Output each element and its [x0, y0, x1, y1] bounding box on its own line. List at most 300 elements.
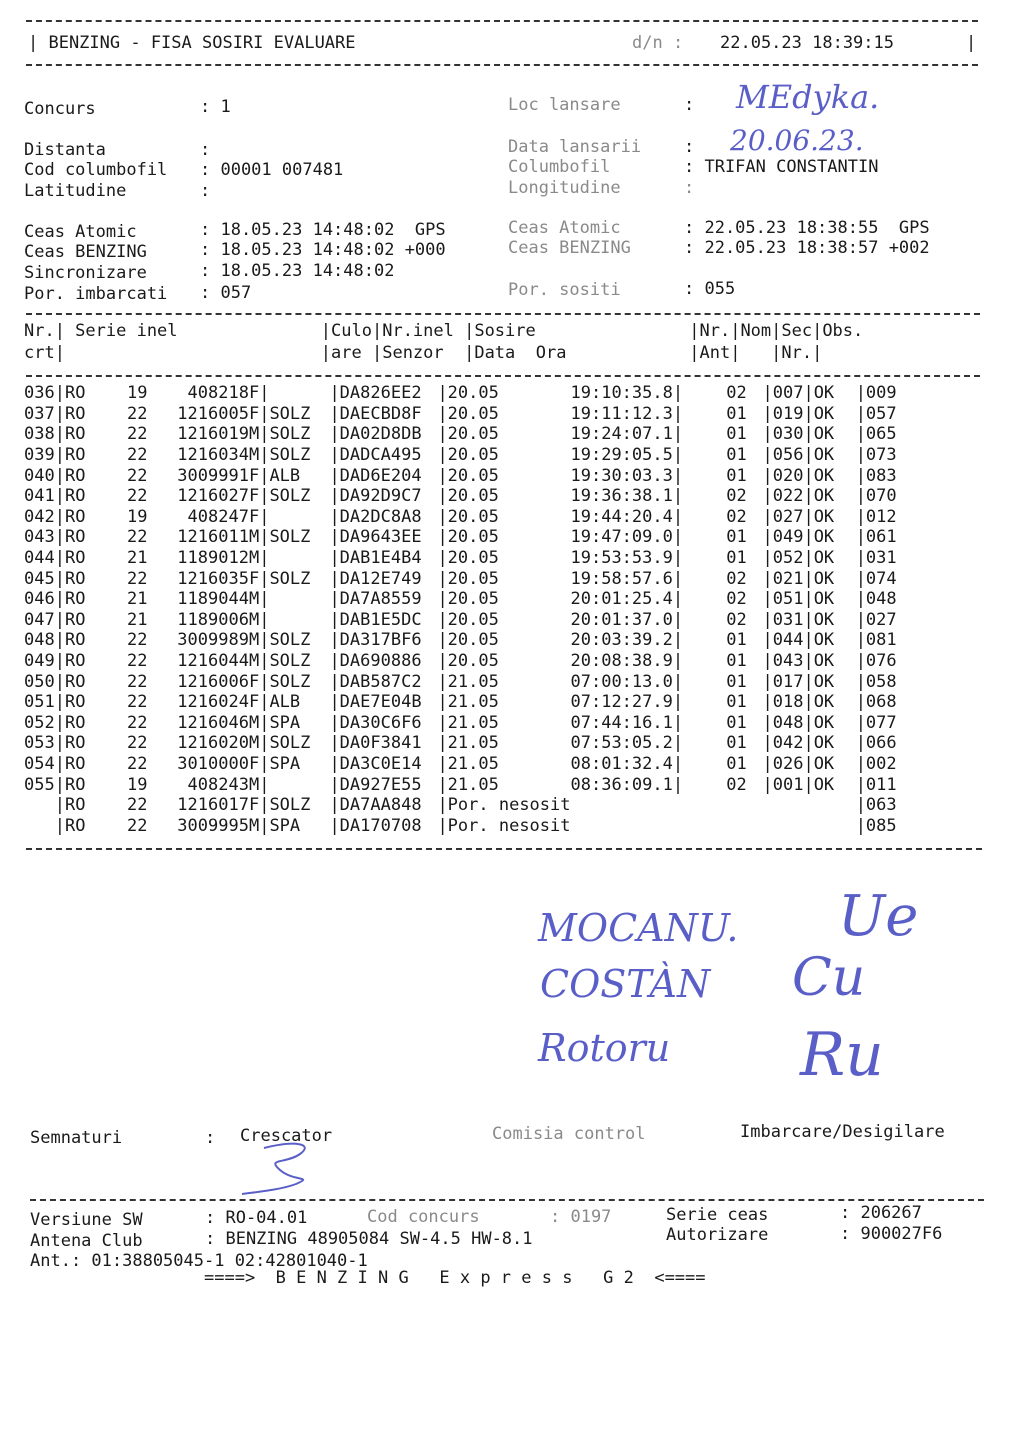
cell-security-status	[814, 795, 856, 816]
cell-row-number: 037|	[24, 403, 65, 424]
cell-ring-number: 1189006	[177, 609, 249, 630]
ceas-benzing-value: : 18.05.23 14:48:02 +000	[200, 240, 446, 260]
porumbei-sositi-value: : 055	[684, 279, 736, 299]
cell-color: SOLZ	[269, 424, 311, 445]
cell-sex: F|	[248, 753, 270, 774]
cell-sex: M|	[248, 445, 270, 466]
cell-sensor-id: |DA826EE2	[329, 383, 422, 404]
signature-3: Ru	[800, 1020, 884, 1090]
cell-color: SOLZ	[269, 403, 311, 424]
cell-sex: M|	[248, 651, 270, 672]
cell-country-code: RO	[64, 589, 86, 610]
sosiri-table	[24, 383, 916, 836]
cod-columbofil-label: Cod columbofil	[24, 160, 168, 180]
cell-row-number: 050|	[24, 671, 65, 692]
cell-row-number: 043|	[24, 527, 65, 548]
cell-ring-number: 1216044	[177, 651, 249, 672]
cell-row-number: 053|	[24, 733, 65, 754]
cell-sex: F|	[248, 568, 270, 589]
cell-security-status: OK	[813, 465, 835, 486]
table-row	[24, 692, 916, 713]
cell-nominal-number: |049|	[762, 527, 814, 548]
cell-observation: |074	[855, 568, 897, 589]
cell-arrival-date: |21.05	[437, 753, 499, 774]
sincronizare-value: : 18.05.23 14:48:02	[200, 261, 395, 281]
cell-country-code: RO	[64, 651, 86, 672]
latitudine-label: Latitudine	[24, 181, 127, 201]
cell-sex: M|	[248, 609, 270, 630]
cell-country-code: RO	[64, 795, 86, 816]
cell-arrival-date: |21.05	[437, 733, 499, 754]
cell-sensor-id: |DAECBD8F	[329, 403, 422, 424]
cell-nominal-number	[763, 815, 814, 836]
table-row	[24, 713, 916, 734]
cell-observation: |085	[855, 815, 897, 836]
concurs-label: Concurs	[24, 99, 96, 119]
cell-observation: |070	[855, 486, 897, 507]
cell-ring-year: 22	[126, 424, 148, 445]
distanta-value: :	[200, 140, 211, 160]
cell-sensor-id: |DA2DC8A8	[329, 506, 422, 527]
signature-2: Cu	[792, 948, 866, 1008]
cell-observation: |012	[855, 506, 897, 527]
cell-ring-number: 408218	[187, 383, 249, 404]
cell-security-status: OK	[813, 753, 835, 774]
cell-country-code: RO	[64, 609, 86, 630]
cell-ring-year: 22	[126, 465, 148, 486]
cell-ring-number: 1216020	[177, 733, 249, 754]
cell-arrival-date: |20.05	[437, 548, 499, 569]
cell-color	[269, 507, 329, 528]
cell-arrival-time: 19:58:57.6|	[570, 568, 684, 589]
cell-color	[269, 610, 329, 631]
cell-ring-number: 1216011	[177, 527, 249, 548]
imbarcare-desigilare-label: Imbarcare/Desigilare	[740, 1122, 945, 1142]
cell-sex: F|	[248, 795, 270, 816]
cell-security-status: OK	[813, 424, 835, 445]
cell-ring-number: 1216019	[177, 424, 249, 445]
cell-sensor-id: |DAB587C2	[329, 671, 422, 692]
cell-arrival-time: 19:36:38.1|	[570, 486, 684, 507]
cell-row-number: 052|	[24, 712, 65, 733]
cell-country-code: RO	[64, 424, 86, 445]
cell-security-status: OK	[813, 774, 835, 795]
cell-country-code: RO	[64, 403, 86, 424]
cell-antenna-number	[711, 815, 763, 836]
cell-antenna-number: 01	[726, 465, 747, 486]
table-row	[24, 754, 916, 775]
cell-sex: M|	[248, 774, 270, 795]
cell-ring-number: 1189012	[177, 548, 249, 569]
cell-ring-year: 22	[126, 651, 148, 672]
cell-antenna-number: 01	[726, 630, 747, 651]
cell-arrival-time: 19:11:12.3|	[570, 403, 684, 424]
table-row	[24, 733, 916, 754]
cell-country-code: RO	[64, 774, 86, 795]
cell-row-number: 038|	[24, 424, 65, 445]
columbofil-label: Columbofil	[508, 157, 611, 177]
latitudine-value: :	[200, 181, 211, 201]
cell-ring-number: 3009995	[177, 815, 249, 836]
cell-sex: M|	[248, 424, 270, 445]
cell-antenna-number: 01	[726, 671, 747, 692]
cell-arrival-date: |20.05	[437, 568, 499, 589]
cell-row-number: 047|	[24, 609, 65, 630]
cell-nominal-number: |051|	[762, 589, 814, 610]
cell-observation: |083	[855, 465, 897, 486]
cell-security-status: OK	[813, 630, 835, 651]
cell-observation: |011	[855, 774, 897, 795]
dn-label: d/n :	[632, 33, 684, 53]
cell-security-status: OK	[813, 445, 835, 466]
table-header-bottom-rule	[26, 375, 980, 377]
cell-nominal-number: |017|	[762, 671, 814, 692]
cell-arrival-time: 07:53:05.2|	[570, 733, 684, 754]
cell-arrival-date: |20.05	[437, 403, 499, 424]
sincronizare-label: Sincronizare	[24, 263, 147, 283]
cell-security-status: OK	[813, 383, 835, 404]
cell-sensor-id: |DA9643EE	[329, 527, 422, 548]
handwritten-name-1: MOCANU.	[538, 906, 739, 950]
cell-color: SOLZ	[269, 568, 311, 589]
cell-sex: F|	[248, 383, 270, 404]
cell-arrival-time: 19:29:05.5|	[570, 445, 684, 466]
cell-country-code: RO	[64, 486, 86, 507]
cell-ring-year: 22	[126, 486, 148, 507]
cell-arrival-date: |20.05	[437, 527, 499, 548]
table-row	[24, 774, 916, 795]
cell-arrival-date: |21.05	[437, 774, 499, 795]
cell-antenna-number: 01	[726, 424, 747, 445]
cell-ring-year: 22	[126, 568, 148, 589]
cell-antenna-number: 01	[726, 753, 747, 774]
cell-antenna-number: 02	[726, 506, 747, 527]
cell-nominal-number: |056|	[762, 445, 814, 466]
cell-nominal-number: |007|	[762, 383, 814, 404]
report-title: | BENZING - FISA SOSIRI EVALUARE	[28, 33, 356, 53]
versiune-sw-value: : RO-04.01	[205, 1208, 308, 1228]
cell-nominal-number: |048|	[762, 712, 814, 733]
table-row	[24, 445, 916, 466]
cell-sensor-id: |DA170708	[329, 815, 422, 836]
cell-arrival-date: |20.05	[437, 445, 499, 466]
cell-arrival-time: 19:30:03.3|	[570, 465, 684, 486]
cell-country-code: RO	[64, 506, 86, 527]
cell-observation: |027	[855, 609, 897, 630]
cell-security-status	[814, 815, 856, 836]
table-row	[24, 589, 916, 610]
cell-ring-number: 1216035	[177, 568, 249, 589]
cell-security-status: OK	[813, 733, 835, 754]
cell-sensor-id: |DA7AA848	[329, 795, 422, 816]
cell-ring-year: 22	[126, 753, 148, 774]
cell-sensor-id: |DA927E55	[329, 774, 422, 795]
cell-row-number: 045|	[24, 568, 65, 589]
comisia-control-label: Comisia control	[492, 1124, 646, 1144]
cell-nominal-number: |042|	[762, 733, 814, 754]
data-lansarii-handwritten: 20.06.23.	[730, 124, 864, 157]
cell-ring-year: 21	[126, 548, 148, 569]
cell-security-status: OK	[813, 671, 835, 692]
cell-nominal-number	[763, 795, 814, 816]
cell-country-code: RO	[64, 733, 86, 754]
cell-sensor-id: |DA690886	[329, 651, 422, 672]
cell-arrival-time: 19:47:09.0|	[570, 527, 684, 548]
cell-ring-year: 22	[126, 733, 148, 754]
table-row	[24, 815, 916, 836]
cell-sensor-id: |DA3C0E14	[329, 753, 422, 774]
cell-color: SOLZ	[269, 651, 311, 672]
cell-row-number: 049|	[24, 651, 65, 672]
cell-color: SOLZ	[269, 630, 311, 651]
cell-ring-number: 3010000	[177, 753, 249, 774]
cell-arrival-date: |21.05	[437, 671, 499, 692]
benzing-banner: ====> B E N Z I N G E x p r e s s G 2 <====	[204, 1268, 706, 1288]
cell-security-status: OK	[813, 692, 835, 713]
cell-observation: |002	[855, 753, 897, 774]
cell-nominal-number: |022|	[762, 486, 814, 507]
cell-ring-number: 3009989	[177, 630, 249, 651]
cell-ring-number: 1189044	[177, 589, 249, 610]
cell-sex: F|	[248, 403, 270, 424]
autorizare-label: Autorizare	[666, 1225, 769, 1245]
cell-country-code: RO	[64, 712, 86, 733]
cod-columbofil-value: : 00001 007481	[200, 160, 344, 180]
cell-observation: |061	[855, 527, 897, 548]
porumbei-imbarcati-value: : 057	[200, 283, 252, 303]
ceas-atomic-value: : 18.05.23 14:48:02 GPS	[200, 220, 446, 240]
distanta-label: Distanta	[24, 140, 106, 160]
cell-antenna-number: 02	[726, 774, 747, 795]
cell-observation: |073	[855, 445, 897, 466]
handwritten-name-2: COSTÀN	[540, 962, 711, 1006]
cell-nominal-number: |018|	[762, 692, 814, 713]
cell-ring-number: 408247	[187, 506, 249, 527]
cell-row-number: 046|	[24, 589, 65, 610]
cell-observation: |057	[855, 403, 897, 424]
cell-nominal-number: |001|	[762, 774, 814, 795]
cell-ring-year: 19	[126, 506, 148, 527]
cell-antenna-number: 02	[726, 609, 747, 630]
cell-security-status: OK	[813, 589, 835, 610]
cell-observation: |031	[855, 548, 897, 569]
table-row	[24, 527, 916, 548]
cell-sex: M|	[248, 712, 270, 733]
cell-arrival-time: 20:03:39.2|	[570, 630, 684, 651]
footer-top-rule	[30, 1199, 984, 1201]
cell-color: SOLZ	[269, 527, 311, 548]
cell-arrival-time: 19:24:07.1|	[570, 424, 684, 445]
table-row	[24, 671, 916, 692]
ceas-atomic-sosire-label: Ceas Atomic	[508, 218, 621, 238]
cell-security-status: OK	[813, 486, 835, 507]
cell-arrival-date: |20.05	[437, 589, 499, 610]
cell-sex: M|	[248, 630, 270, 651]
cell-sensor-id: |DA0F3841	[329, 733, 422, 754]
cell-ring-year: 21	[126, 609, 148, 630]
cell-color	[269, 548, 329, 569]
cell-row-number: 055|	[24, 774, 65, 795]
cell-arrival-date: |21.05	[437, 692, 499, 713]
cell-nominal-number: |020|	[762, 465, 814, 486]
antena-club-value: : BENZING 48905084 SW-4.5 HW-8.1	[205, 1229, 533, 1249]
cell-sensor-id: |DA92D9C7	[329, 486, 422, 507]
cell-sex: F|	[248, 506, 270, 527]
cell-sex: F|	[248, 486, 270, 507]
table-row	[24, 548, 916, 569]
cod-concurs-value: : 0197	[550, 1207, 612, 1227]
cell-ring-year: 22	[126, 712, 148, 733]
cell-observation: |076	[855, 651, 897, 672]
cell-country-code: RO	[64, 753, 86, 774]
cell-antenna-number: 01	[726, 403, 747, 424]
cell-color	[269, 383, 329, 404]
cell-country-code: RO	[64, 568, 86, 589]
cell-color: ALB	[269, 692, 301, 713]
cell-color: ALB	[269, 465, 301, 486]
cell-antenna-number: 01	[726, 527, 747, 548]
table-bottom-rule	[26, 848, 982, 850]
data-lansarii-label: Data lansarii	[508, 137, 642, 157]
cell-arrival-time: 07:00:13.0|	[570, 671, 684, 692]
table-row	[24, 424, 916, 445]
cell-row-number: 041|	[24, 486, 65, 507]
autorizare-value: : 900027F6	[840, 1224, 943, 1244]
ceas-atomic-label: Ceas Atomic	[24, 222, 137, 242]
ceas-benzing-sosire-label: Ceas BENZING	[508, 238, 631, 258]
table-row	[24, 383, 916, 404]
cell-sex: F|	[248, 465, 270, 486]
cod-concurs-label: Cod concurs	[367, 1207, 480, 1227]
cell-ring-year: 19	[126, 774, 148, 795]
semnaturi-label: Semnaturi	[30, 1128, 123, 1148]
loc-lansare-colon: :	[684, 95, 695, 115]
cell-row-number: 051|	[24, 692, 65, 713]
signature-1: Ue	[838, 884, 919, 949]
cell-arrival-time	[571, 795, 711, 816]
cell-sensor-id: |DA7A8559	[329, 589, 422, 610]
cell-observation: |077	[855, 712, 897, 733]
cell-country-code: RO	[64, 548, 86, 569]
cell-nominal-number: |021|	[762, 568, 814, 589]
cell-arrival-date: |Por. nesosit	[437, 795, 571, 816]
cell-sensor-id: |DA02D8DB	[329, 424, 422, 445]
cell-country-code: RO	[64, 465, 86, 486]
cell-color	[269, 774, 329, 795]
cell-arrival-time: 19:10:35.8|	[570, 383, 684, 404]
cell-sensor-id: |DAD6E204	[329, 465, 422, 486]
cell-row-number: 042|	[24, 506, 65, 527]
cell-arrival-time: 08:36:09.1|	[570, 774, 684, 795]
table-row	[24, 795, 916, 816]
cell-color: SPA	[269, 712, 301, 733]
cell-row-number: 039|	[24, 445, 65, 466]
cell-arrival-time: 20:01:37.0|	[570, 609, 684, 630]
cell-nominal-number: |030|	[762, 424, 814, 445]
cell-row-number: |	[24, 795, 65, 816]
cell-sex: M|	[248, 548, 270, 569]
cell-observation: |063	[855, 795, 897, 816]
cell-nominal-number: |043|	[762, 651, 814, 672]
loc-lansare-handwritten: MEdyka.	[736, 78, 880, 116]
cell-arrival-time: 19:44:20.4|	[570, 506, 684, 527]
cell-antenna-number: 02	[726, 383, 747, 404]
cell-observation: |065	[855, 424, 897, 445]
cell-security-status: OK	[813, 506, 835, 527]
cell-antenna-number: 01	[726, 651, 747, 672]
cell-ring-number: 1216034	[177, 445, 249, 466]
handwritten-name-3: Rotoru	[538, 1026, 671, 1070]
cell-country-code: RO	[64, 692, 86, 713]
cell-observation: |066	[855, 733, 897, 754]
cell-color: SOLZ	[269, 671, 311, 692]
cell-ring-year: 21	[126, 589, 148, 610]
cell-security-status: OK	[813, 651, 835, 672]
table-row	[24, 507, 916, 528]
semnaturi-colon: :	[205, 1128, 216, 1148]
antene-serii: Ant.: 01:38805045-1 02:42801040-1	[30, 1251, 368, 1271]
cell-arrival-date: |20.05	[437, 465, 499, 486]
cell-arrival-date: |20.05	[437, 486, 499, 507]
cell-sensor-id: |DA30C6F6	[329, 712, 422, 733]
cell-country-code: RO	[64, 671, 86, 692]
ceas-benzing-sosire-value: : 22.05.23 18:38:57 +002	[684, 238, 930, 258]
cell-sex: M|	[248, 527, 270, 548]
cell-color: SOLZ	[269, 733, 311, 754]
cell-ring-number: 1216006	[177, 671, 249, 692]
cell-arrival-time	[571, 815, 711, 836]
cell-color: SOLZ	[269, 486, 311, 507]
cell-arrival-time: 19:53:53.9|	[570, 548, 684, 569]
cell-observation: |081	[855, 630, 897, 651]
cell-arrival-date: |20.05	[437, 383, 499, 404]
longitudine-value: :	[684, 178, 695, 198]
cell-antenna-number: 01	[726, 733, 747, 754]
cell-sex: M|	[248, 815, 270, 836]
cell-row-number: 036|	[24, 383, 65, 404]
cell-color: SPA	[269, 753, 301, 774]
table-row	[24, 651, 916, 672]
columbofil-value: : TRIFAN CONSTANTIN	[684, 157, 879, 177]
cell-row-number: 048|	[24, 630, 65, 651]
cell-color: SOLZ	[269, 795, 311, 816]
cell-ring-year: 19	[126, 383, 148, 404]
crescator-label: Crescator	[240, 1126, 333, 1146]
cell-arrival-date: |21.05	[437, 712, 499, 733]
table-row	[24, 630, 916, 651]
cell-arrival-time: 08:01:32.4|	[570, 753, 684, 774]
cell-antenna-number: 01	[726, 712, 747, 733]
concurs-value: : 1	[200, 97, 231, 117]
cell-nominal-number: |044|	[762, 630, 814, 651]
ceas-atomic-sosire-value: : 22.05.23 18:38:55 GPS	[684, 218, 930, 238]
cell-ring-year: 22	[126, 795, 148, 816]
cell-observation: |068	[855, 692, 897, 713]
cell-ring-number: 1216046	[177, 712, 249, 733]
cell-arrival-date: |20.05	[437, 630, 499, 651]
cell-arrival-time: 07:12:27.9|	[570, 692, 684, 713]
table-header-line-1: Nr.| Serie inel |Culo|Nr.inel |Sosire |Nr.|Nom|Sec|Obs.	[24, 321, 864, 341]
cell-ring-year: 22	[126, 403, 148, 424]
cell-arrival-date: |20.05	[437, 424, 499, 445]
loc-lansare-label: Loc lansare	[508, 95, 621, 115]
cell-country-code: RO	[64, 383, 86, 404]
cell-color	[269, 589, 329, 610]
cell-ring-number: 1216024	[177, 692, 249, 713]
cell-antenna-number: 01	[726, 692, 747, 713]
porumbei-imbarcati-label: Por. imbarcati	[24, 284, 168, 304]
cell-antenna-number: 02	[726, 589, 747, 610]
